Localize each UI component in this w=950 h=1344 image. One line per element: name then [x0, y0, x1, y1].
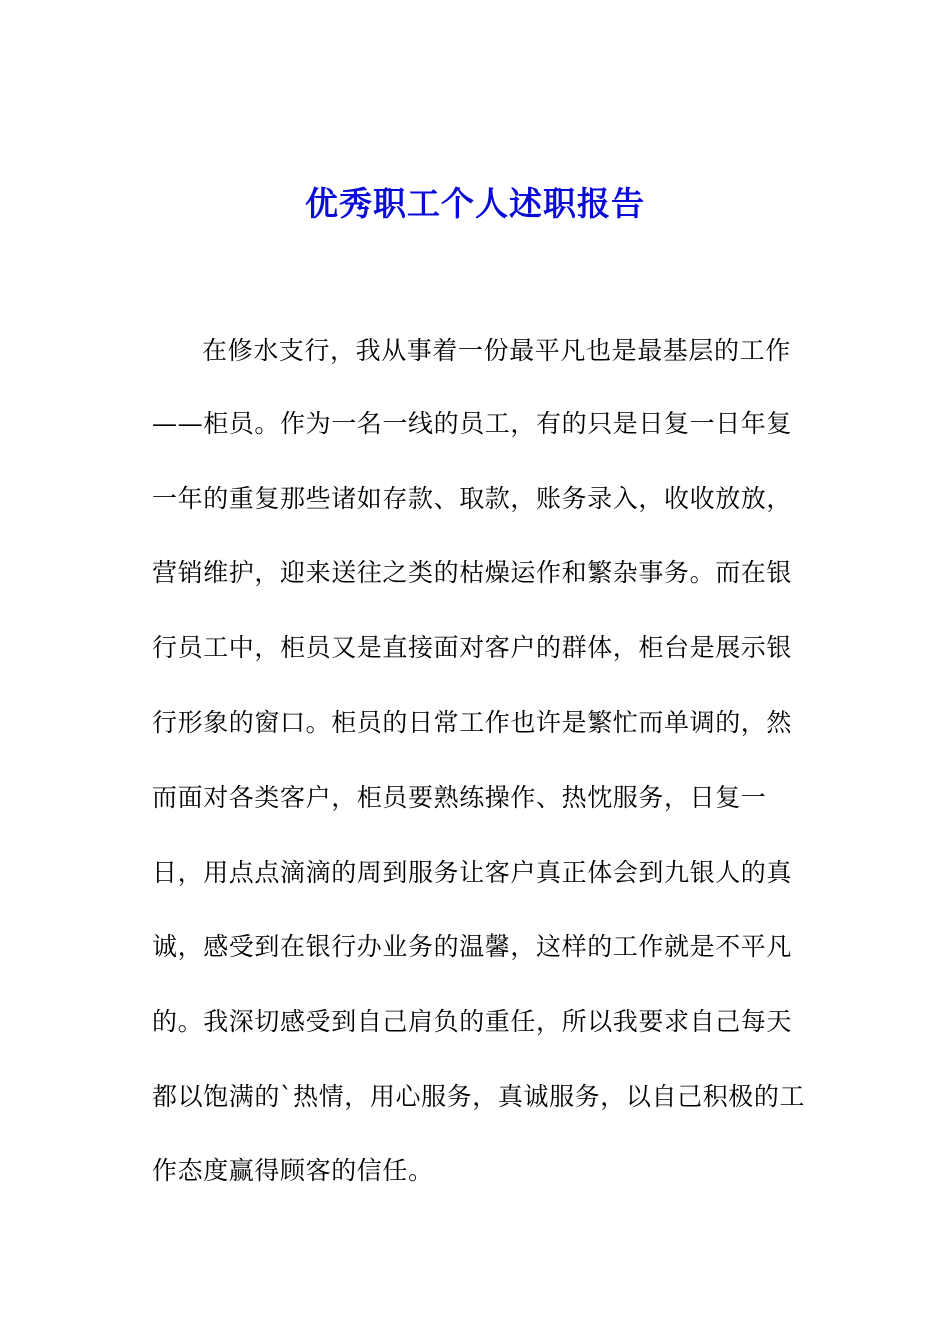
paragraph-line: 行形象的窗口。柜员的日常工作也许是繁忙而单调的，然 [152, 708, 793, 737]
paragraph-line: 行员工中，柜员又是直接面对客户的群体，柜台是展示银 [152, 633, 793, 662]
paragraph-line: 一年的重复那些诸如存款、取款，账务录入，收收放放， [152, 484, 793, 513]
paragraph-line: 的。我深切感受到自己肩负的重任，所以我要求自己每天 [152, 1007, 793, 1036]
paragraph-line: 作态度赢得顾客的信任。 [152, 1156, 434, 1185]
paragraph-line: 营销维护，迎来送往之类的枯燥运作和繁杂事务。而在银 [152, 558, 793, 587]
paragraph-line: 在修水支行，我从事着一份最平凡也是最基层的工作 [202, 336, 791, 365]
paragraph-line: ——柜员。作为一名一线的员工，有的只是日复一日年复 [152, 409, 793, 438]
paragraph-line: 日，用点点滴滴的周到服务让客户真正体会到九银人的真 [152, 858, 793, 887]
paragraph-line: 都以饱满的`热情，用心服务，真诚服务，以自己积极的工 [152, 1082, 806, 1111]
paragraph-line: 诚，感受到在银行办业务的温馨，这样的工作就是不平凡 [152, 932, 793, 961]
document-title: 优秀职工个人述职报告 [305, 184, 645, 223]
paragraph-line: 而面对各类客户，柜员要熟练操作、热忱服务，日复一 [152, 783, 767, 812]
